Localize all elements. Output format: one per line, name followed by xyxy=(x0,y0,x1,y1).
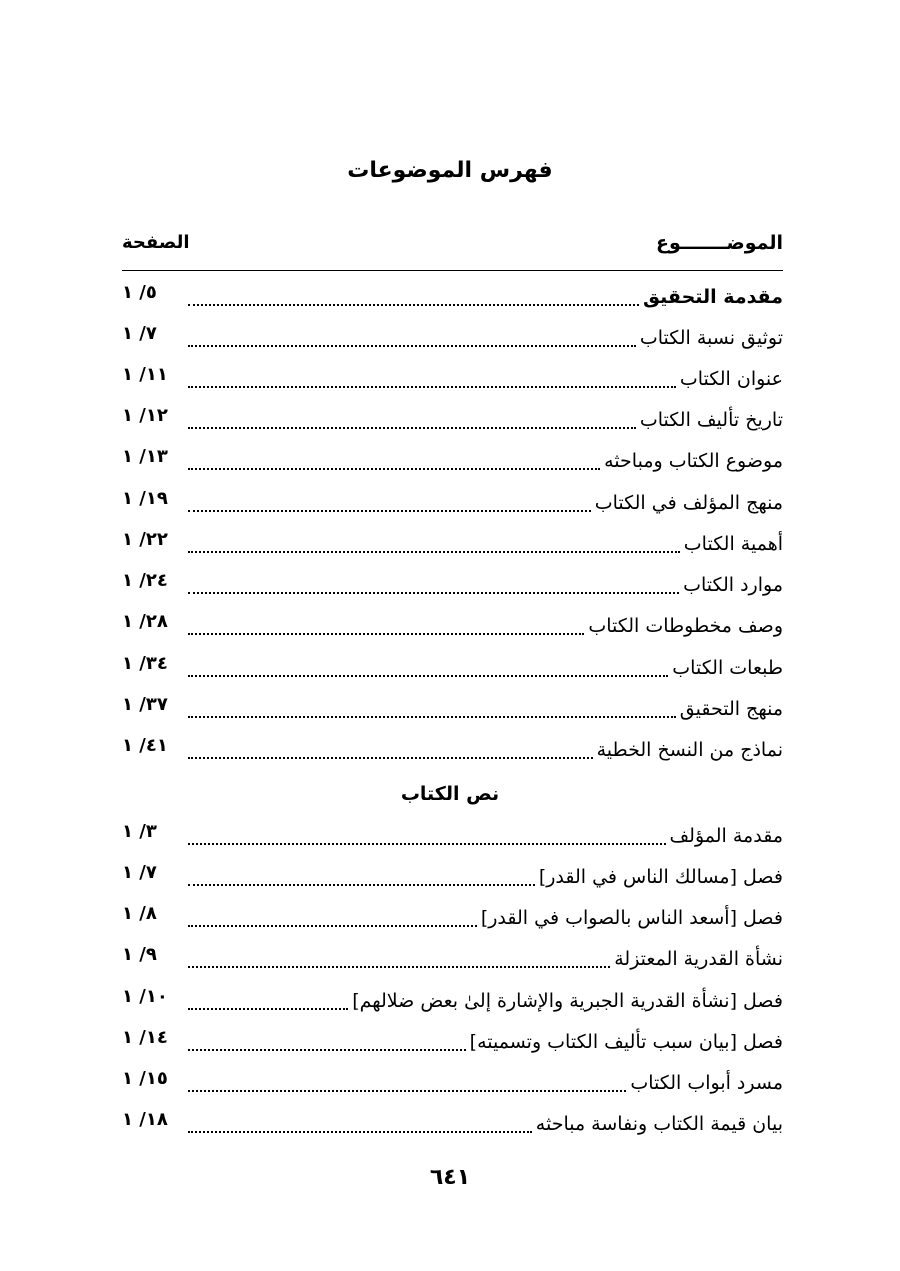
toc-entry-title: أهمية الكتاب xyxy=(683,533,783,555)
toc-entry xyxy=(122,731,783,765)
toc-entry-page: ١١/ ١ xyxy=(122,364,168,385)
dot-leader xyxy=(188,925,477,927)
toc-entry-page: ١٠/ ١ xyxy=(122,986,168,1007)
toc-entry-page: ٢٨/ ١ xyxy=(122,611,168,632)
toc-entry xyxy=(122,1023,783,1057)
section-title: نص الكتاب xyxy=(400,783,500,805)
dot-leader xyxy=(188,345,636,347)
toc-header xyxy=(122,232,783,271)
toc-entry-title: فصل [بيان سبب تأليف الكتاب وتسميته] xyxy=(469,1031,783,1053)
dot-leader xyxy=(188,304,639,306)
toc-entry xyxy=(122,1064,783,1098)
toc-entry xyxy=(122,566,783,600)
toc-entry-page: ٧/ ١ xyxy=(122,323,157,344)
toc-entry-title: نماذج من النسخ الخطية xyxy=(596,739,783,761)
toc-entry-title: موارد الكتاب xyxy=(683,574,783,596)
toc-entry-title: بيان قيمة الكتاب ونفاسة مباحثه xyxy=(535,1113,783,1135)
dot-leader xyxy=(188,716,676,718)
dot-leader xyxy=(188,966,610,968)
dot-leader xyxy=(188,843,666,845)
toc-entry xyxy=(122,360,783,394)
toc-entry-page: ٢٤/ ١ xyxy=(122,570,168,591)
page-column-header: الصفحة xyxy=(122,232,190,253)
toc-entry-title: مقدمة التحقيق xyxy=(643,286,783,308)
toc-entry-title: مقدمة المؤلف xyxy=(669,825,783,847)
dot-leader xyxy=(188,1131,532,1133)
dot-leader xyxy=(188,1049,466,1051)
dot-leader xyxy=(188,675,668,677)
toc-entry xyxy=(122,858,783,892)
page-title: فهرس الموضوعات xyxy=(347,158,553,183)
toc-entry xyxy=(122,649,783,683)
toc-entry xyxy=(122,940,783,974)
toc-entry-page: ٤١/ ١ xyxy=(122,735,168,756)
toc-entry xyxy=(122,690,783,724)
toc-entry-page: ١٥/ ١ xyxy=(122,1068,168,1089)
toc-entry-title: مسرد أبواب الكتاب xyxy=(630,1072,783,1094)
page-number: ٦٤١ xyxy=(429,1165,471,1190)
toc-entry xyxy=(122,319,783,353)
toc-entry-title: منهج المؤلف في الكتاب xyxy=(594,492,783,514)
toc-entry xyxy=(122,982,783,1016)
toc-entry-page: ٣/ ١ xyxy=(122,821,157,842)
toc-entry-title: منهج التحقيق xyxy=(679,698,783,720)
toc-entry-title: نشأة القدرية المعتزلة xyxy=(614,948,783,970)
toc-entry xyxy=(122,442,783,476)
toc-entry-page: ٥/ ١ xyxy=(122,282,157,303)
toc-entry-page: ٩/ ١ xyxy=(122,944,157,965)
toc-entry xyxy=(122,817,783,851)
toc-entry-page: ٣٤/ ١ xyxy=(122,653,168,674)
toc-entry-page: ١٤/ ١ xyxy=(122,1027,168,1048)
toc-entry-title: تاريخ تأليف الكتاب xyxy=(639,409,783,431)
toc-entry-title: فصل [مسالك الناس في القدر] xyxy=(538,866,783,888)
dot-leader xyxy=(188,386,676,388)
toc-entry-title: فصل [نشأة القدرية الجبرية والإشارة إلىٰ بعض ضلالهم] xyxy=(352,990,783,1012)
toc-entry-title: وصف مخطوطات الكتاب xyxy=(588,615,783,637)
toc-entry-title: موضوع الكتاب ومباحثه xyxy=(604,450,783,472)
toc-entry-page: ٢٢/ ١ xyxy=(122,529,168,550)
toc-entry-page: ١٨/ ١ xyxy=(122,1109,168,1130)
toc-entry-title: فصل [أسعد الناس بالصواب في القدر] xyxy=(480,907,783,929)
toc-entry-page: ١٩/ ١ xyxy=(122,488,168,509)
toc-entry-title: توثيق نسبة الكتاب xyxy=(639,327,783,349)
toc-entry xyxy=(122,278,783,312)
toc-entry-title: عنوان الكتاب xyxy=(679,368,783,390)
toc-entry-page: ١٣/ ١ xyxy=(122,446,168,467)
toc-entry xyxy=(122,607,783,641)
toc-entry xyxy=(122,525,783,559)
dot-leader xyxy=(188,427,636,429)
dot-leader xyxy=(188,468,600,470)
dot-leader xyxy=(188,1090,626,1092)
toc-entry xyxy=(122,401,783,435)
dot-leader xyxy=(188,551,680,553)
dot-leader xyxy=(188,510,591,512)
toc-entry-page: ٣٧/ ١ xyxy=(122,694,168,715)
dot-leader xyxy=(188,757,593,759)
toc-entry xyxy=(122,1105,783,1139)
dot-leader xyxy=(188,884,535,886)
toc-entry-page: ١٢/ ١ xyxy=(122,405,168,426)
toc-entry-page: ٧/ ١ xyxy=(122,862,157,883)
dot-leader xyxy=(188,633,584,635)
toc-entry-page: ٨/ ١ xyxy=(122,903,157,924)
toc-entry xyxy=(122,484,783,518)
topic-column-header: الموضـــــــوع xyxy=(655,232,783,254)
dot-leader xyxy=(188,592,679,594)
toc-entry xyxy=(122,899,783,933)
toc-entry-title: طبعات الكتاب xyxy=(672,657,783,679)
dot-leader xyxy=(188,1008,348,1010)
